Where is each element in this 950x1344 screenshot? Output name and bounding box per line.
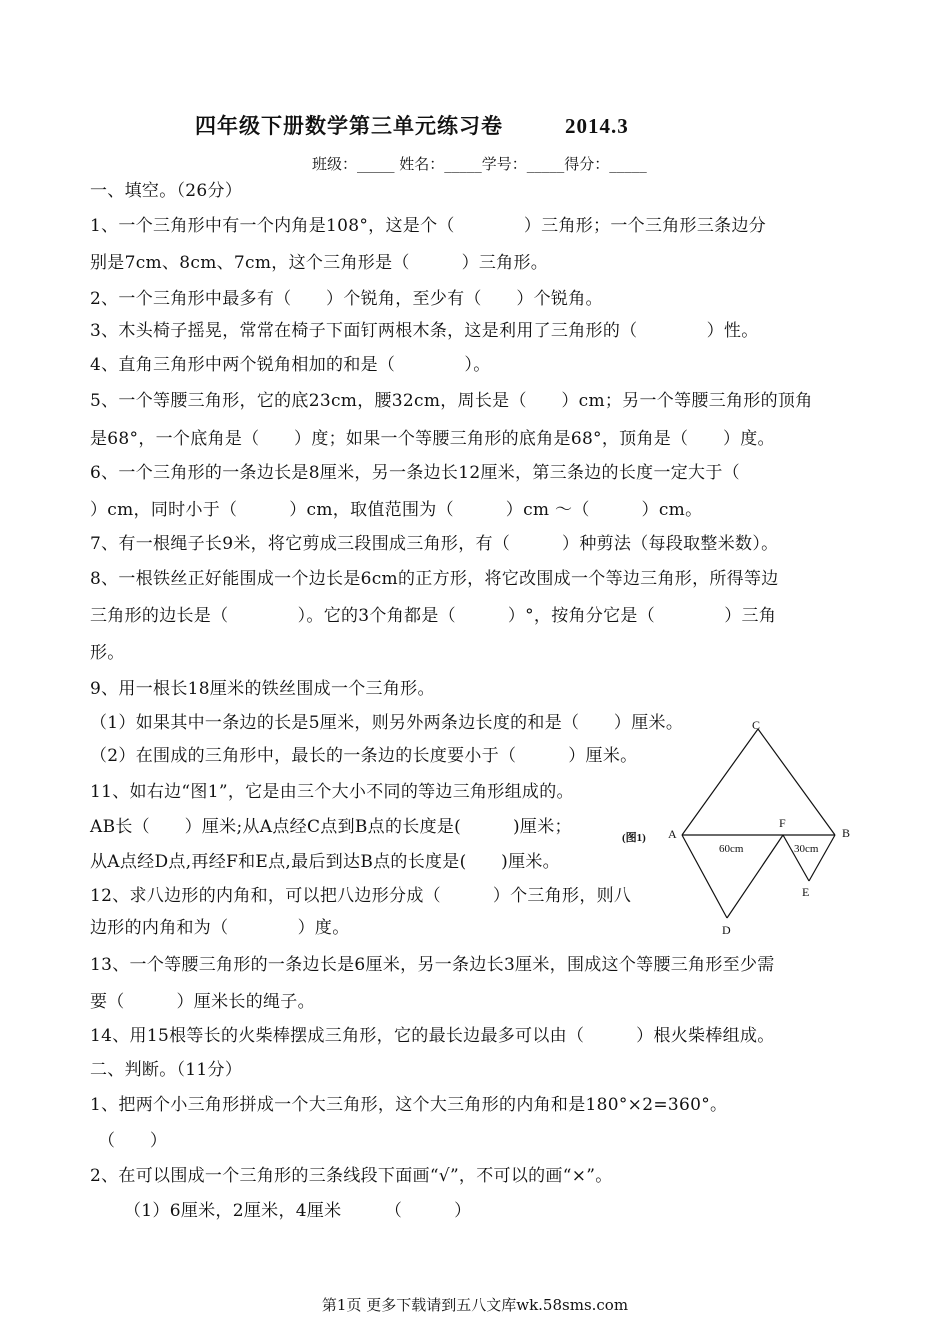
point-b-label: B	[842, 826, 851, 840]
question-line: 4、直角三角形中两个锐角相加的和是（ ）。	[90, 355, 491, 375]
question-line: 5、一个等腰三角形，它的底23cm，腰32cm，周长是（ ）cm；另一个等腰三角形的顶角	[90, 391, 813, 411]
question-line: 11、如右边“图1”，它是由三个大小不同的等边三角形组成的。	[90, 782, 574, 802]
section-heading-judge: 二、判断。（11分）	[90, 1060, 243, 1080]
question-line: 形。	[90, 643, 125, 663]
question-line: ）cm，同时小于（ ）cm，取值范围为（ ）cm ～（ ）cm。	[90, 500, 703, 520]
segment-eb	[809, 835, 835, 881]
page-footer: 第1页 更多下载请到五八文库wk.58sms.com	[321, 1296, 629, 1314]
answer-blank: （ ）	[98, 1131, 168, 1151]
segment-ac	[682, 729, 758, 835]
point-a-label: A	[668, 827, 677, 841]
question-line: 三角形的边长是（ ）。它的3个角都是（ ）°，按角分它是（ ）三角	[90, 606, 777, 626]
question-line: 7、有一根绳子长9米，将它剪成三段围成三角形，有（ ）种剪法（每段取整米数）。	[90, 534, 779, 554]
section-heading-fill-in: 一、填空。（26分）	[90, 181, 243, 201]
segment-fb-length: 30cm	[794, 843, 819, 855]
title-text: 四年级下册数学第三单元练习卷	[195, 113, 503, 138]
figure-caption: (图1)	[622, 832, 646, 844]
question-line: 12、求八边形的内角和，可以把八边形分成（ ）个三角形，则八	[90, 886, 632, 906]
segment-af-length: 60cm	[719, 843, 744, 855]
question-line: 2、在可以围成一个三角形的三条线段下面画“√”，不可以的画“×”。	[90, 1166, 613, 1186]
question-line: 别是7cm、8cm、7cm，这个三角形是（ ）三角形。	[90, 253, 549, 273]
question-line: （1）如果其中一条边的长是5厘米，则另外两条边长度的和是（ ）厘米。	[90, 713, 684, 733]
point-d-label: D	[722, 923, 731, 937]
figure-lines	[682, 729, 835, 918]
question-line: 9、用一根长18厘米的铁丝围成一个三角形。	[90, 679, 435, 699]
question-line: 从A点经D点,再经F和E点,最后到达B点的长度是( )厘米。	[90, 852, 560, 872]
question-line: 13、一个等腰三角形的一条边长是6厘米，另一条边长3厘米，围成这个等腰三角形至少需	[90, 955, 775, 975]
question-line: AB长（ ）厘米;从A点经C点到B点的长度是( )厘米；	[90, 817, 572, 837]
question-line: 是68°，一个底角是（ ）度；如果一个等腰三角形的底角是68°，顶角是（ ）度。	[90, 429, 775, 449]
question-line: （2）在围成的三角形中，最长的一条边的长度要小于（ ）厘米。	[90, 746, 638, 766]
student-info-line: 班级：_____ 姓名：_____学号：_____得分：_____	[312, 155, 647, 173]
question-line: 6、一个三角形的一条边长是8厘米，另一条边长12厘米，第三条边的长度一定大于（	[90, 463, 740, 483]
segment-cb	[758, 729, 835, 835]
segment-fe	[783, 835, 809, 881]
title-year: 2014.3	[565, 114, 629, 138]
point-e-label: E	[802, 885, 810, 899]
question-line: 14、用15根等长的火柴棒摆成三角形，它的最长边最多可以由（ ）根火柴棒组成。	[90, 1026, 775, 1046]
question-line: 3、木头椅子摇晃，常常在椅子下面钉两根木条，这是利用了三角形的（ ）性。	[90, 321, 759, 341]
page-title	[195, 110, 629, 140]
question-line: 1、一个三角形中有一个内角是108°，这是个（ ）三角形；一个三角形三条边分	[90, 216, 767, 236]
point-f-label: F	[779, 816, 786, 830]
triangle-figure	[610, 718, 870, 943]
point-c-label: C	[752, 718, 761, 732]
question-line: 8、一根铁丝正好能围成一个边长是6cm的正方形，将它改围成一个等边三角形，所得等边	[90, 569, 779, 589]
question-line: 要（ ）厘米长的绳子。	[90, 992, 315, 1012]
question-line: （1）6厘米，2厘米，4厘米 （ ）	[124, 1201, 472, 1221]
question-line: 2、一个三角形中最多有（ ）个锐角，至少有（ ）个锐角。	[90, 289, 603, 309]
question-line: 1、把两个小三角形拼成一个大三角形，这个大三角形的内角和是180°×2=360°。	[90, 1095, 728, 1115]
question-line: 边形的内角和为（ ）度。	[90, 918, 350, 938]
